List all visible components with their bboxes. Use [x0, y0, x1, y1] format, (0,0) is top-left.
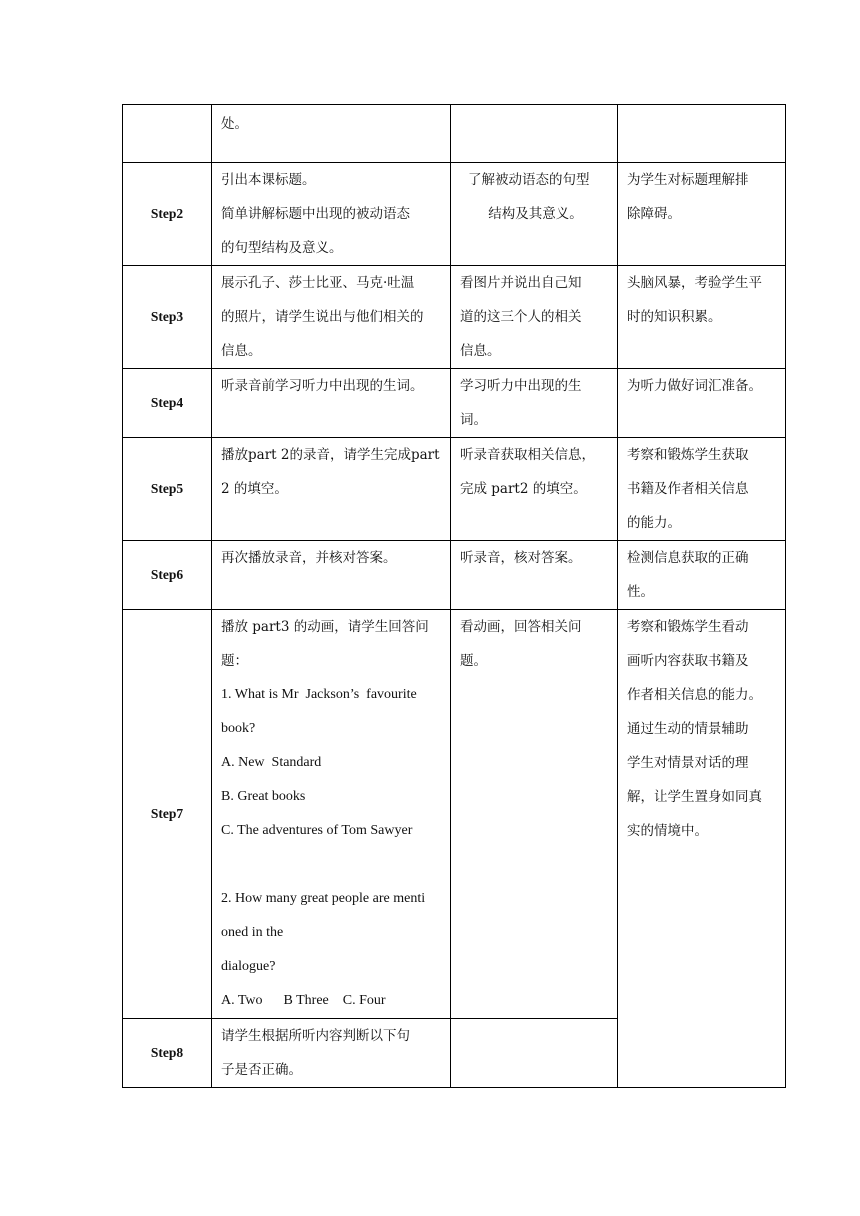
step-cell: Step2 — [123, 163, 212, 266]
cell-text: 解，让学生置身如同真 — [627, 789, 762, 805]
teacher-activity-cell — [212, 105, 451, 163]
purpose-cell — [618, 266, 786, 369]
cell-text: 道的这三个人的相关 — [460, 309, 582, 325]
cell-text: 简单讲解标题中出现的被动语态 — [221, 206, 410, 222]
cell-text: 词。 — [460, 412, 487, 428]
purpose-cell — [618, 163, 786, 266]
question-2: 2. How many great people are menti — [221, 891, 426, 906]
purpose-cell — [618, 610, 786, 1088]
cell-text: dialogue? — [221, 959, 276, 974]
cell-text: 信息。 — [221, 343, 262, 359]
option-c: C. The adventures of Tom Sawyer — [221, 823, 413, 838]
student-activity-cell — [451, 163, 618, 266]
table-row — [123, 163, 786, 266]
cell-text: book? — [221, 721, 256, 736]
cell-text: 子是否正确。 — [221, 1062, 302, 1078]
cell-text: 的能力。 — [627, 515, 681, 531]
teacher-activity-cell — [212, 610, 451, 1019]
step-cell: Step7 — [123, 610, 212, 1019]
cell-text: 2 的填空。 — [221, 481, 288, 497]
teacher-activity-cell — [212, 438, 451, 541]
lesson-plan-table — [122, 104, 786, 1088]
cell-text: 的照片，请学生说出与他们相关的 — [221, 309, 424, 325]
cell-text: 听录音前学习听力中出现的生词。 — [221, 378, 424, 394]
table-row — [123, 266, 786, 369]
cell-text: 画听内容获取书籍及 — [627, 653, 749, 669]
cell-text: 的句型结构及意义。 — [221, 240, 343, 256]
cell-text: 看图片并说出自己知 — [460, 275, 582, 291]
teacher-activity-cell — [212, 266, 451, 369]
student-activity-cell — [451, 541, 618, 610]
table-row — [123, 438, 786, 541]
cell-text: 听录音获取相关信息， — [460, 447, 595, 463]
cell-text: 题： — [221, 653, 248, 669]
cell-text: 结构及其意义。 — [488, 206, 583, 222]
question-2-options: A. Two B Three C. Four — [221, 993, 386, 1008]
cell-text: 性。 — [627, 584, 654, 600]
purpose-cell — [618, 105, 786, 163]
cell-text: 引出本课标题。 — [221, 172, 316, 188]
option-a: A. New Standard — [221, 755, 322, 770]
student-activity-cell — [451, 266, 618, 369]
step-cell: Step6 — [123, 541, 212, 610]
teacher-activity-cell — [212, 369, 451, 438]
cell-text: 作者相关信息的能力。 — [627, 687, 762, 703]
student-activity-cell — [451, 1019, 618, 1088]
table-row — [123, 541, 786, 610]
purpose-cell — [618, 369, 786, 438]
cell-text: 书籍及作者相关信息 — [627, 481, 749, 497]
step-cell: Step3 — [123, 266, 212, 369]
teacher-activity-cell — [212, 163, 451, 266]
cell-text: 学习听力中出现的生 — [460, 378, 582, 394]
table-row — [123, 105, 786, 163]
teacher-activity-cell — [212, 541, 451, 610]
student-activity-cell — [451, 438, 618, 541]
cell-text: 为听力做好词汇准备。 — [627, 378, 762, 394]
cell-text: 题。 — [460, 653, 487, 669]
purpose-cell — [618, 438, 786, 541]
table-row — [123, 610, 786, 1019]
student-activity-cell — [451, 610, 618, 1019]
cell-text: 完成 part2 的填空。 — [460, 481, 587, 497]
student-activity-cell — [451, 369, 618, 438]
cell-text: 看动画，回答相关问 — [460, 619, 582, 635]
table-row — [123, 369, 786, 438]
cell-text: 除障碍。 — [627, 206, 681, 222]
blank-line — [221, 848, 444, 882]
teacher-activity-cell — [212, 1019, 451, 1088]
cell-text: 考察和锻炼学生看动 — [627, 619, 749, 635]
step-cell: Step4 — [123, 369, 212, 438]
cell-text: 头脑风暴，考验学生平 — [627, 275, 762, 291]
cell-text: 听录音，核对答案。 — [460, 550, 582, 566]
cell-text: oned in the — [221, 925, 284, 940]
cell-text: 通过生动的情景辅助 — [627, 721, 749, 737]
step-cell: Step5 — [123, 438, 212, 541]
cell-text: 处。 — [221, 116, 248, 132]
cell-text: 学生对情景对话的理 — [627, 755, 749, 771]
step-cell: Step8 — [123, 1019, 212, 1088]
purpose-cell — [618, 541, 786, 610]
cell-text: 时的知识积累。 — [627, 309, 722, 325]
cell-text: 考察和锻炼学生获取 — [627, 447, 749, 463]
cell-text: 实的情境中。 — [627, 823, 708, 839]
step-cell — [123, 105, 212, 163]
cell-text: 展示孔子、莎士比亚、马克·吐温 — [221, 275, 415, 291]
student-activity-cell — [451, 105, 618, 163]
cell-text: 播放part 2的录音，请学生完成part — [221, 447, 440, 463]
cell-text: 播放 part3 的动画，请学生回答问 — [221, 619, 429, 635]
cell-text: 了解被动语态的句型 — [468, 172, 590, 188]
option-b: B. Great books — [221, 789, 306, 804]
cell-text: 再次播放录音，并核对答案。 — [221, 550, 397, 566]
cell-text: 为学生对标题理解排 — [627, 172, 749, 188]
cell-text: 信息。 — [460, 343, 501, 359]
cell-text: 请学生根据所听内容判断以下句 — [221, 1028, 410, 1044]
question-1: 1. What is Mr Jackson’s favourite — [221, 687, 417, 702]
cell-text: 检测信息获取的正确 — [627, 550, 749, 566]
